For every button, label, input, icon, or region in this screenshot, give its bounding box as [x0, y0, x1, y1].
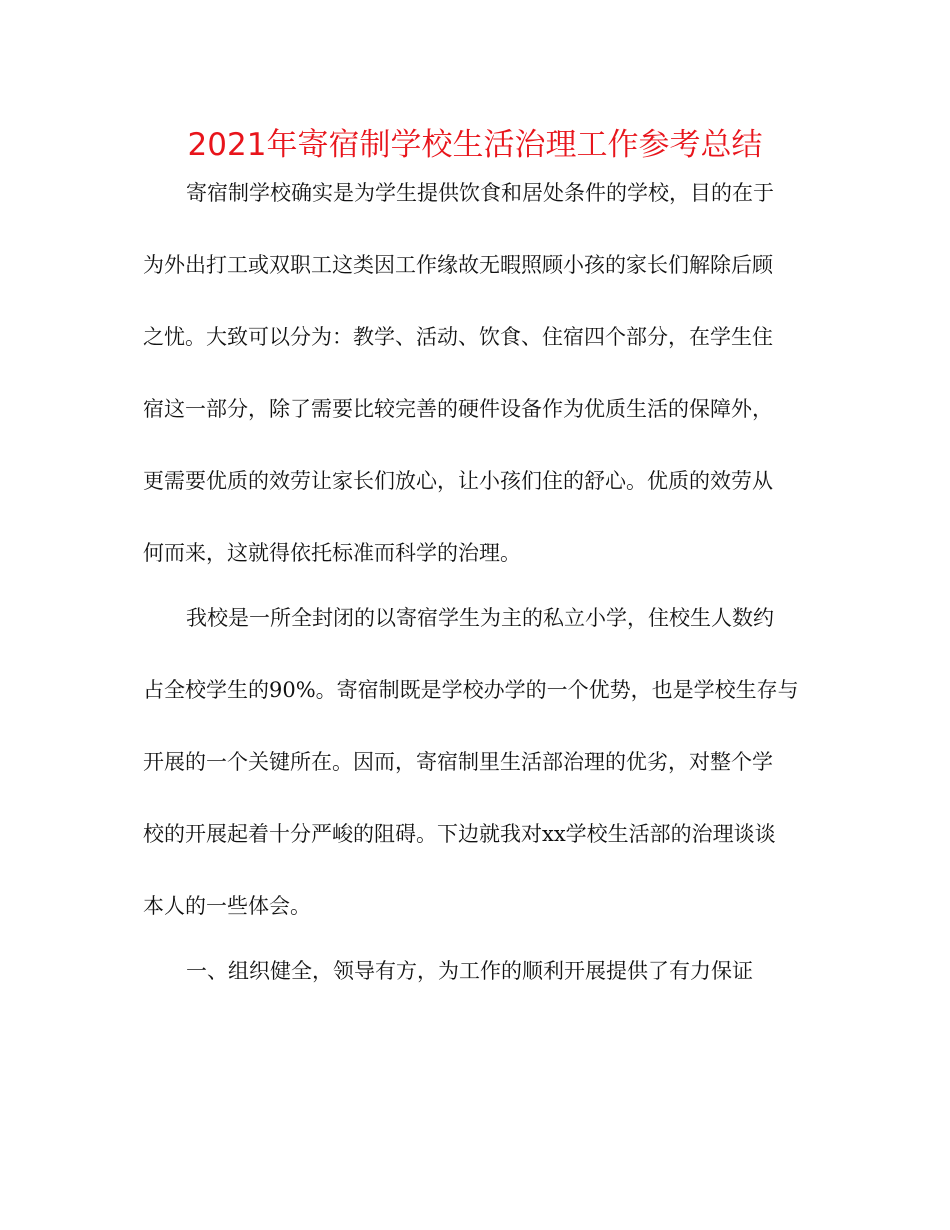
paragraph-line: 为外出打工或双职工这类因工作缘故无暇照顾小孩的家长们解除后顾: [143, 253, 773, 277]
paragraph-line: 寄宿制学校确实是为学生提供饮食和居处条件的学校，目的在于: [186, 181, 774, 205]
paragraph-line: 何而来，这就得依托标准而科学的治理。: [143, 541, 521, 565]
paragraph-line: 本人的一些体会。: [143, 894, 311, 918]
document-title: 2021年寄宿制学校生活治理工作参考总结: [187, 127, 763, 163]
paragraph-line: 宿这一部分，除了需要比较完善的硬件设备作为优质生活的保障外，: [143, 397, 773, 421]
paragraph-line: 我校是一所全封闭的以寄宿学生为主的私立小学，住校生人数约: [186, 606, 774, 630]
paragraph-line: 开展的一个关键所在。因而，寄宿制里生活部治理的优劣，对整个学: [143, 750, 773, 774]
paragraph-line: 占全校学生的90%。寄宿制既是学校办学的一个优势，也是学校生存与: [143, 678, 799, 702]
paragraph-line: 校的开展起着十分严峻的阻碍。下边就我对xx学校生活部的治理谈谈: [143, 822, 776, 846]
paragraph-line: 之忧。大致可以分为：教学、活动、饮食、住宿四个部分，在学生住: [143, 325, 773, 349]
paragraph-line: 更需要优质的效劳让家长们放心，让小孩们住的舒心。优质的效劳从: [143, 469, 773, 493]
section-heading: 一、组织健全，领导有方，为工作的顺利开展提供了有力保证: [186, 959, 753, 983]
